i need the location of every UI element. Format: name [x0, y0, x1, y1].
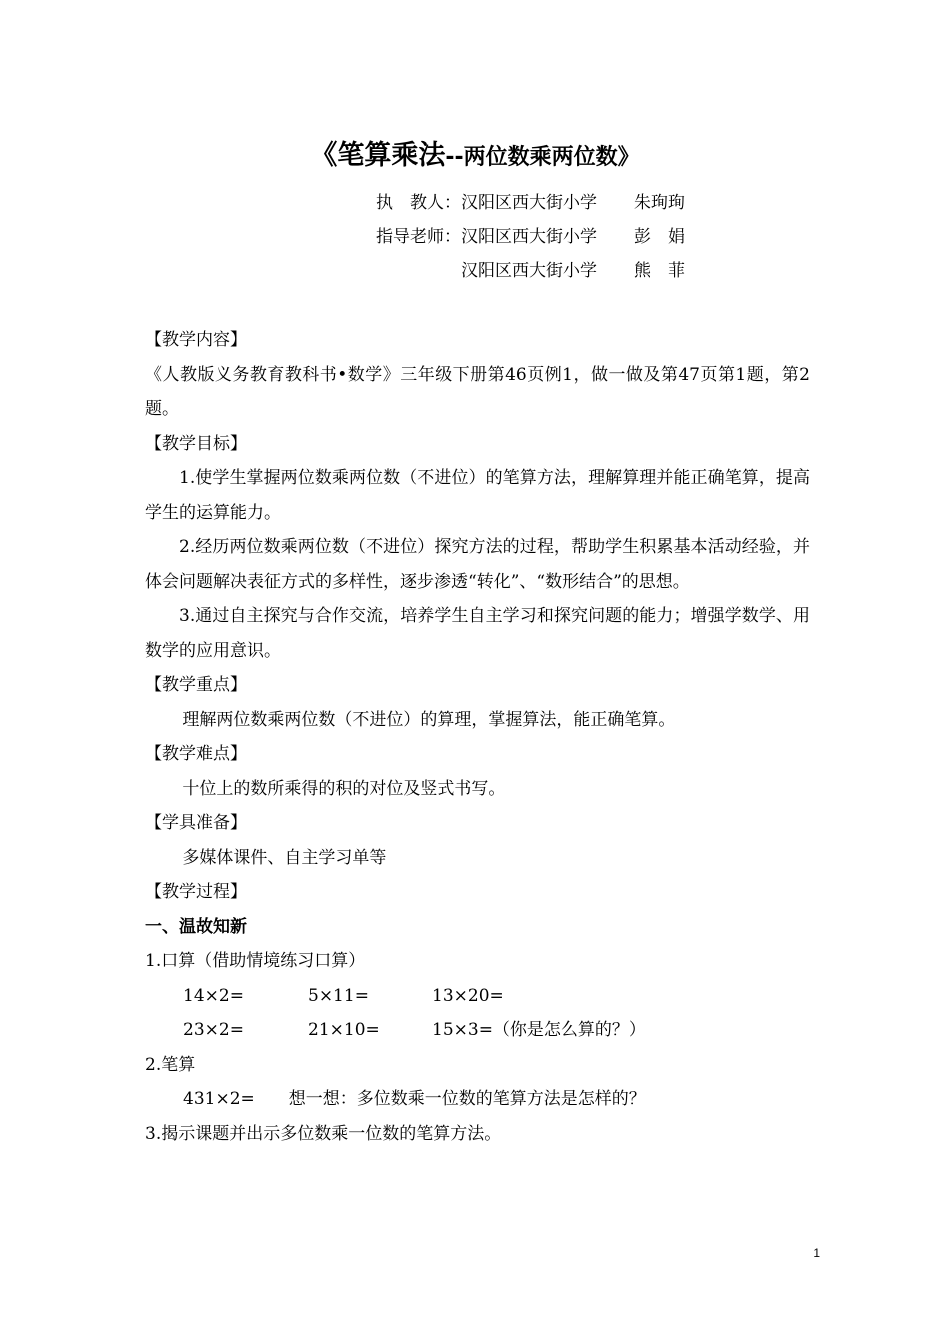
review-item-1: 1.口算（借助情境练习口算） — [145, 951, 366, 971]
page-number: 1 — [813, 1246, 820, 1260]
math-problem: 23×2= — [183, 1020, 244, 1040]
title-sub: --两位数乘两位数》 — [445, 145, 640, 170]
heading-difficulty: 【教学难点】 — [145, 744, 247, 764]
section-heading-review: 一、温故知新 — [145, 916, 247, 937]
document-body — [145, 323, 810, 1151]
author-name: 朱珣珣 — [634, 193, 685, 213]
preparation-text: 多媒体课件、自主学习单等 — [182, 847, 387, 868]
math-problem: 15×3=（你是怎么算的？） — [432, 1020, 646, 1040]
math-problem: 14×2= — [183, 985, 244, 1006]
author-school: 汉阳区西大街小学 — [461, 227, 597, 247]
author-row-advisor-2 — [0, 254, 950, 288]
author-name: 彭 娟 — [634, 227, 685, 247]
review-item-2: 2.笔算 — [145, 1054, 196, 1075]
math-problem: 13×20= — [432, 985, 504, 1006]
review-item-3: 3.揭示课题并出示多位数乘一位数的笔算方法。 — [145, 1123, 502, 1144]
heading-goals: 【教学目标】 — [145, 433, 247, 454]
heading-preparation: 【学具准备】 — [145, 813, 247, 833]
math-problem: 5×11= — [308, 985, 369, 1006]
goal-item: 3.通过自主探究与合作交流，培养学生自主学习和探究问题的能力；增强学数学、用数学的应用意识。 — [145, 606, 810, 661]
heading-content: 【教学内容】 — [145, 330, 247, 350]
key-points-text: 理解两位数乘两位数（不进位）的算理，掌握算法，能正确笔算。 — [182, 709, 676, 730]
heading-process: 【教学过程】 — [145, 882, 247, 902]
author-name: 熊 菲 — [634, 261, 685, 281]
written-calc-text: 431×2= 想一想：多位数乘一位数的笔算方法是怎样的？ — [183, 1089, 646, 1109]
author-row-advisor-1 — [0, 220, 950, 254]
author-school: 汉阳区西大街小学 — [461, 261, 597, 281]
goal-item: 1.使学生掌握两位数乘两位数（不进位）的笔算方法，理解算理并能正确笔算，提高学生的运算能力。 — [145, 468, 810, 523]
author-label: 指导老师： — [376, 227, 461, 247]
title-main: 《笔算乘法 — [310, 140, 446, 171]
math-problem: 21×10= — [308, 1020, 380, 1040]
lesson-title — [0, 133, 950, 172]
mental-math-row — [145, 1013, 810, 1048]
mental-math-row — [145, 979, 810, 1014]
author-label: 执 教人： — [376, 193, 461, 213]
author-school: 汉阳区西大街小学 — [461, 193, 597, 213]
difficulty-text: 十位上的数所乘得的积的对位及竖式书写。 — [182, 778, 506, 799]
author-row-teacher — [0, 186, 950, 220]
heading-key-points: 【教学重点】 — [145, 675, 247, 695]
goal-item: 2.经历两位数乘两位数（不进位）探究方法的过程，帮助学生积累基本活动经验，并体会问题解决表征方式的多样性，逐步渗透“转化”、“数形结合”的思想。 — [145, 537, 810, 592]
content-text: 《人教版义务教育教科书•数学》三年级下册第46页例1，做一做及第47页第1题，第2题。 — [145, 364, 810, 419]
